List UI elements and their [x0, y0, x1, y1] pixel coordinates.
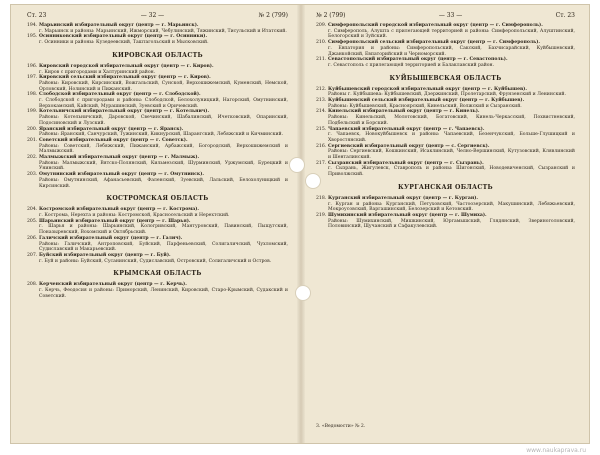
- entry-title: Котельничский избирательный округ (центр — г. Котельнич).: [39, 109, 210, 115]
- entry-description: г. Евпатория и районы: Симферопольский, Сакский, Бахчисарайский, Куйбышевский, Джанкойский, Евпаторийский и Черноморский.: [328, 45, 575, 57]
- entry-number: 206.: [27, 235, 38, 241]
- entry-number: 200.: [27, 126, 38, 132]
- entry-description: Районы г. Куйбышева: Куйбышевский, Дзержинский, Пролетарский, Фрунзенский и Ленинский.: [328, 92, 566, 98]
- entry-description: Районы: Котельничский, Даровской, Свечинский, Шабалинский, Ичетковский, Опаринский, Подосиновский и Лузский.: [39, 115, 288, 126]
- entry-title: Симферопольский сельский избирательный округ (центр — г. Симферополь).: [328, 40, 541, 46]
- entry-title: Омутнинский избирательный округ (центр — г. Омутнинск).: [39, 172, 205, 178]
- district-entry: [27, 155, 288, 172]
- book-spread: [10, 4, 590, 444]
- right-page-header: [316, 12, 575, 20]
- district-entry: [27, 34, 288, 45]
- entry-title: Кинельский избирательный округ (центр — г. Кинель).: [328, 109, 480, 115]
- entry-number: 213.: [316, 98, 327, 104]
- entry-description: г. Севастополь с прилегающей территорией и Балаклавский район.: [328, 62, 495, 68]
- entry-title: Галичский избирательный округ (центр — г. Галич).: [39, 235, 183, 241]
- left-page-header: [27, 12, 288, 20]
- entry-title: Сергиевский избирательный округ (центр — с. Сергиевск).: [328, 143, 490, 149]
- entry-number: 207.: [27, 252, 38, 258]
- entry-title: Яранский избирательный округ (центр — г. Яранск).: [39, 126, 184, 132]
- district-entry: [27, 109, 288, 126]
- left-header-center: — 32 —: [140, 12, 165, 19]
- entry-number: 198.: [27, 92, 38, 98]
- entry-description: г. Сызрань, Жигулевск, Ставрополь и районы: Шигонский, Новодевиченский, Сызранский и Приволжский.: [328, 166, 575, 178]
- entry-number: 208.: [27, 282, 38, 288]
- entry-number: 197.: [27, 75, 38, 81]
- district-entry: [27, 92, 288, 109]
- entry-title: Осинниковский избирательный округ (центр — г. Осинники).: [39, 34, 208, 40]
- entry-number: 215.: [316, 126, 327, 132]
- left-header-left: Ст. 23: [27, 12, 47, 19]
- entry-title: Буйский избирательный округ (центр — г. Буй).: [39, 252, 171, 258]
- district-entry: [27, 64, 288, 75]
- entry-title: Шумихинский избирательный округ (центр — г. Шумиха).: [328, 212, 487, 218]
- entry-description: г. Чапаевск, Новокуйбышевск и районы: Чапаевский, Безенчукский, Больше-Глушицкий и Хворостянский.: [328, 132, 575, 143]
- entry-title: Слободской избирательный округ (центр — г. Слободской).: [39, 92, 201, 98]
- entry-description: Районы: Яранский, Санчурский, Тужинский, Кикнурский, Шарангский, Лебяжский и Кичминский.: [39, 132, 284, 138]
- district-entry: [316, 161, 575, 178]
- district-entry: [27, 127, 288, 138]
- district-entry: [27, 236, 288, 253]
- entry-description: г. Слободской с пригородами и районы: Слободской, Белохолуницкий, Нагорский, Омутнинский, Верхокамский, Кайский, Мурашинский, Зуевский и Оричевский.: [39, 98, 288, 109]
- entry-number: 204.: [27, 207, 38, 213]
- entry-number: 196.: [27, 63, 38, 69]
- district-entry: [27, 282, 288, 299]
- entry-description: Районы: Кинельский, Молотовский, Богатовский, Кинель-Черкасский, Похвистневский, Подбельский и Борский.: [328, 115, 575, 126]
- region-heading: КРЫМСКАЯ ОБЛАСТЬ: [113, 270, 202, 278]
- entry-title: Костромской избирательный округ (центр — г. Кострома).: [39, 207, 200, 213]
- entry-description: г. Керчь, Феодосия и районы: Приморский, Ленинский, Кировский, Старо-Крымский, Судакский и Советский.: [39, 288, 288, 299]
- entry-description: Районы: Сергиевский, Кошкинский, Исаклинский, Челно-Вершинский, Кутузовский, Клявлинский и Шенталинский.: [328, 149, 575, 161]
- entry-number: 214.: [316, 109, 327, 115]
- entry-title: Советский избирательный округ (центр — г. Советск).: [39, 137, 188, 143]
- entry-number: 216.: [316, 143, 327, 149]
- entry-number: 203.: [27, 172, 38, 178]
- district-entry: [316, 196, 575, 213]
- entry-title: Сызранский избирательный округ (центр — г. Сызрань).: [328, 160, 484, 166]
- entry-description: г. Марьинск и районы: Марьинский, Ижморский, Чебулинский, Тяжинский, Тисульский и Итатский.: [39, 28, 287, 34]
- entry-title: Марьинский избирательный округ (центр — г. Марьинск).: [39, 23, 199, 28]
- district-entry: [27, 207, 288, 218]
- entry-description: Районы: Малмыжский, Вятско-Полянский, Кильмезский, Шурминский, Уржумский, Бурецкий и Унинский.: [39, 160, 288, 172]
- region-heading: КИРОВСКАЯ ОБЛАСТЬ: [112, 51, 203, 59]
- right-page-content: [316, 23, 575, 230]
- entry-number: 202.: [27, 155, 38, 161]
- district-entry: [316, 98, 575, 109]
- entry-title: Шарьинский избирательный округ (центр — г. Шарья).: [39, 218, 191, 224]
- district-entry: [27, 219, 288, 236]
- entry-title: Керченский избирательный округ (центр — г. Керчь).: [39, 282, 187, 288]
- entry-description: г. Киров с пригородами и Халтуринский район.: [39, 69, 156, 75]
- district-entry: [316, 87, 575, 98]
- watermark: www.naukaprava.ru: [526, 447, 586, 454]
- entry-title: Малмыжский избирательный округ (центр — г. Малмыж).: [39, 155, 200, 161]
- entry-description: г. Курган и районы: Курганский, Петуховский, Частоозерский, Макушинский, Лебяжьевский, Мокроусовский, Варгашинский, Белозерский и Кетовский.: [328, 201, 575, 213]
- entry-number: 210.: [316, 40, 327, 46]
- district-entry: [316, 57, 575, 68]
- region-heading: КОСТРОМСКАЯ ОБЛАСТЬ: [106, 195, 209, 203]
- district-entry: [316, 144, 575, 161]
- entry-description: Районы: Шумихинский, Мишкинский, Юргамышский, Глядянский, Звериноголовский, Половинский, Щучанский и Сафакулевский.: [328, 218, 575, 230]
- entry-title: Кировский сельский избирательный округ (центр — г. Киров).: [39, 75, 211, 81]
- left-header-right: № 2 (799): [258, 12, 288, 19]
- entry-description: г. Буй и районы: Буйский, Сусанинский, Судиславский, Островский, Солигаличский и Остров.: [39, 258, 272, 264]
- entry-number: 219.: [316, 212, 327, 218]
- right-header-center: — 33 —: [438, 12, 463, 19]
- page-footnote: 3. «Ведомости» № 2.: [316, 424, 366, 429]
- district-entry: [27, 75, 288, 92]
- entry-title: Куйбышевский городской избирательный округ (центр — г. Куйбышев).: [328, 86, 527, 92]
- right-header-right: Ст. 23: [555, 12, 575, 19]
- district-entry: [316, 109, 575, 126]
- region-heading: КУЙБЫШЕВСКАЯ ОБЛАСТЬ: [389, 74, 502, 82]
- entry-description: г. Симферополь, Алушта с прилегающей территорией и районы: Симферопольский, Алуштинский, Белогорский и Зуйский.: [328, 28, 575, 40]
- district-entry: [316, 127, 575, 144]
- district-entry: [316, 213, 575, 230]
- entry-title: Симферопольский городской избирательный округ (центр — г. Симферополь).: [328, 23, 543, 28]
- entry-number: 205.: [27, 218, 38, 224]
- entry-number: 201.: [27, 137, 38, 143]
- entry-number: 195.: [27, 34, 38, 40]
- entry-title: Курганский избирательный округ (центр — г. Курган).: [328, 195, 479, 201]
- entry-description: Районы: Галичский, Антроповский, Буйский, Парфеньевский, Солигаличский, Чухломский, Судиславский и Макарьевский.: [39, 241, 288, 253]
- entry-description: Районы: Кировский, Кирсинский, Вожгальский, Сунской, Верхошижемский, Куменский, Немской, Орловский, Нолинский и Пижанский.: [39, 80, 288, 92]
- entry-number: 194.: [27, 23, 38, 28]
- entry-description: г. Осинники и районы: Кузедеевский, Таштагольский и Мысковский.: [39, 40, 209, 46]
- entry-number: 212.: [316, 86, 327, 92]
- entry-title: Севастопольский избирательный округ (центр — г. Севастополь).: [328, 57, 508, 63]
- district-entry: [27, 138, 288, 155]
- entry-number: 209.: [316, 23, 327, 28]
- entry-number: 218.: [316, 195, 327, 201]
- entry-description: Районы: Советский, Лебяжский, Пижанский, Арбажский, Богородский, Верхошижемский и Малмыжский.: [39, 143, 288, 155]
- district-entry: [27, 253, 288, 264]
- district-entry: [316, 23, 575, 40]
- district-entry: [27, 172, 288, 189]
- district-entry: [316, 40, 575, 57]
- entry-title: Чапаевский избирательный округ (центр — г. Чапаевск).: [328, 126, 485, 132]
- entry-number: 199.: [27, 109, 38, 115]
- right-page: [300, 5, 589, 443]
- entry-description: Районы: Омутнинский, Афанасьевский, Фаленский, Зуевский, Лальский, Белохолуницкий и Кирсинский.: [39, 177, 288, 189]
- entry-description: г. Шарья и районы: Шарьинский, Кологривский, Мантуровский, Павинский, Пыщугский, Поназыревский, Вохомский и Октябрьский.: [39, 224, 288, 236]
- district-entry: [27, 23, 288, 34]
- entry-description: Районы: Куйбышевский, Красноярский, Кинельский, Волжский и Сызранский.: [328, 103, 522, 109]
- entry-title: Куйбышевский сельский избирательный округ (центр — г. Куйбышев).: [328, 98, 525, 104]
- right-header-left: № 2 (799): [316, 12, 346, 19]
- left-page: [11, 5, 300, 443]
- entry-number: 217.: [316, 160, 327, 166]
- region-heading: КУРГАНСКАЯ ОБЛАСТЬ: [398, 183, 493, 191]
- entry-number: 211.: [316, 57, 327, 63]
- entry-description: г. Кострома, Нерехта и районы: Костромской, Красносельский и Нерехтский.: [39, 212, 230, 218]
- left-page-content: [27, 23, 288, 299]
- entry-title: Кировский городской избирательный округ (центр — г. Киров).: [39, 63, 214, 69]
